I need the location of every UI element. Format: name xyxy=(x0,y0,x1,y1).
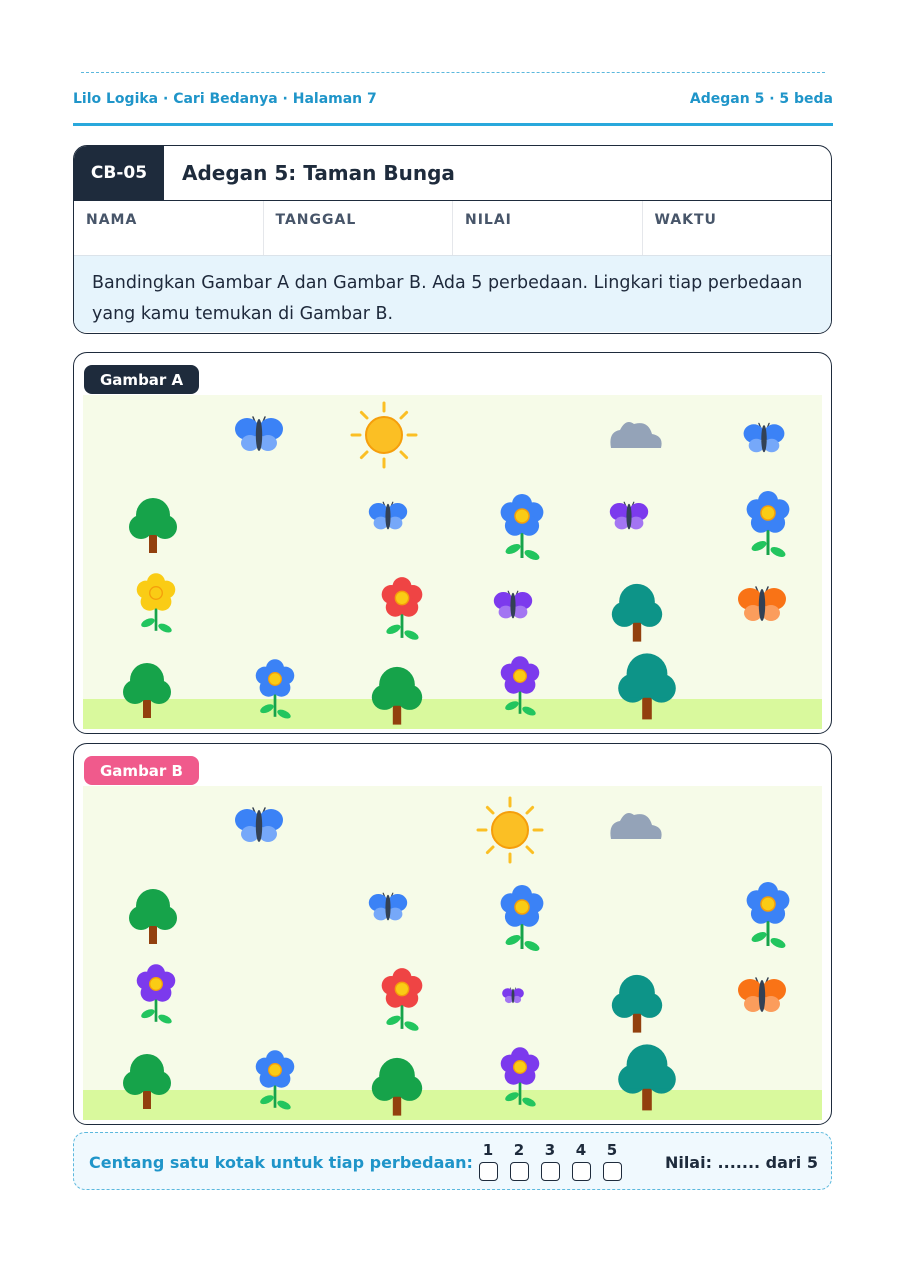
butterfly-icon xyxy=(494,591,532,618)
field-score[interactable]: NILAI xyxy=(453,201,643,255)
butterfly-icon xyxy=(369,502,407,529)
scene-background xyxy=(83,786,822,1120)
picture-a-scene xyxy=(74,353,831,733)
checkbox-3[interactable] xyxy=(539,1142,561,1181)
grass-strip xyxy=(83,1090,822,1120)
header-scene-info: Adegan 5 · 5 beda xyxy=(689,91,833,107)
butterfly-icon xyxy=(369,893,407,920)
title-bar xyxy=(74,146,831,201)
top-dashed-rule xyxy=(81,72,825,73)
checkbox-5[interactable] xyxy=(601,1142,623,1181)
picture-a-label: Gambar A xyxy=(84,365,199,394)
checkbox-square[interactable] xyxy=(603,1162,622,1181)
checkbox-square[interactable] xyxy=(572,1162,591,1181)
checkbox-square[interactable] xyxy=(510,1162,529,1181)
picture-b-panel xyxy=(73,743,832,1125)
instructions: Bandingkan Gambar A dan Gambar B. Ada 5 perbedaan. Lingkari tiap perbedaan yang kamu temukan di Gambar B. xyxy=(74,256,831,332)
picture-b-label: Gambar B xyxy=(84,756,199,785)
worksheet-code: CB-05 xyxy=(74,146,164,200)
field-time[interactable]: WAKTU xyxy=(654,212,717,228)
butterfly-icon xyxy=(738,978,786,1012)
butterfly-icon xyxy=(738,587,786,621)
checkbox-4[interactable] xyxy=(570,1142,592,1181)
butterfly-icon xyxy=(744,423,785,452)
butterfly-icon xyxy=(235,808,283,842)
checklist-instruction: Centang satu kotak untuk tiap perbedaan: xyxy=(89,1153,473,1172)
grass-strip xyxy=(83,699,822,729)
picture-b-scene[interactable] xyxy=(74,744,831,1124)
score-line: Nilai: ....... dari 5 xyxy=(664,1153,818,1172)
field-name[interactable]: NAMA xyxy=(74,201,264,255)
page-header xyxy=(73,91,833,126)
difference-checkboxes xyxy=(477,1142,623,1181)
header-breadcrumb: Lilo Logika · Cari Bedanya · Halaman 7 xyxy=(73,91,377,107)
worksheet-title: Adegan 5: Taman Bunga xyxy=(182,161,455,185)
butterfly-icon xyxy=(502,988,524,1003)
checkbox-number: 4 xyxy=(575,1141,587,1159)
checkbox-number: 5 xyxy=(606,1141,618,1159)
checkbox-2[interactable] xyxy=(508,1142,530,1181)
butterfly-icon xyxy=(235,417,283,451)
checklist-footer xyxy=(73,1132,832,1190)
checkbox-number: 2 xyxy=(513,1141,525,1159)
worksheet-info-card xyxy=(73,145,832,334)
scene-background xyxy=(83,395,822,729)
field-date[interactable]: TANGGAL xyxy=(264,201,454,255)
picture-a-panel xyxy=(73,352,832,734)
butterfly-icon xyxy=(610,502,648,529)
checkbox-square[interactable] xyxy=(479,1162,498,1181)
checkbox-square[interactable] xyxy=(541,1162,560,1181)
checkbox-1[interactable] xyxy=(477,1142,499,1181)
checkbox-number: 1 xyxy=(482,1141,494,1159)
student-fields xyxy=(74,201,831,256)
checkbox-number: 3 xyxy=(544,1141,556,1159)
